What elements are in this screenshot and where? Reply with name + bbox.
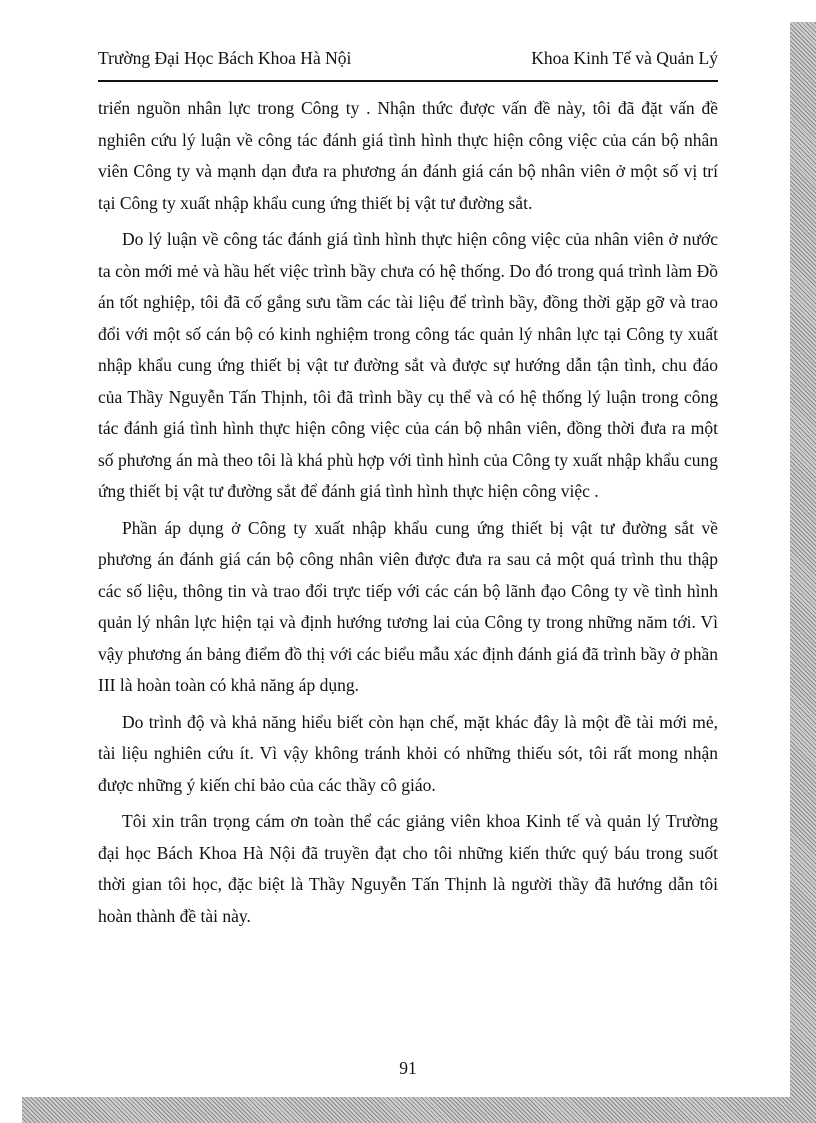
- header-divider: [98, 80, 718, 82]
- page-header: [98, 48, 718, 72]
- paragraph-2: Do lý luận về công tác đánh giá tình hình thực hiện công việc của nhân viên ở nước ta còn mới mẻ và hầu hết việc trình bầy chưa có hệ thống. Do đó trong quá trình làm Đồ án tốt nghiệp, tôi đã cố gắng sưu tầm các tài liệu để trình bầy, đồng thời gặp gỡ và trao đổi với một số cán bộ có kinh nghiệm trong công tác quản lý nhân lực tại Công ty xuất nhập khẩu cung ứng thiết bị vật tư đường sắt và được sự hướng dẫn tận tình, chu đáo của Thầy Nguyễn Tấn Thịnh, tôi đã trình bầy cụ thể và có hệ thống lý luận trong công tác đánh giá tình hình thực hiện công việc của cán bộ nhân viên, đồng thời đưa ra một số phương án mà theo tôi là khá phù hợp với tình hình của Công ty xuất nhập khẩu cung ứng thiết bị vật tư đường sắt để đánh giá tình hình thực hiện công việc .: [98, 229, 718, 501]
- header-faculty: Khoa Kinh Tế và Quản Lý: [531, 48, 718, 68]
- paragraph-1: triển nguồn nhân lực trong Công ty . Nhận thức được vấn đề này, tôi đã đặt vấn đề nghiên cứu lý luận về công tác đánh giá tình hình thực hiện công việc của cán bộ nhân viên Công ty và mạnh dạn đưa ra phương án đánh giá cán bộ nhân viên ở một số vị trí tại Công ty xuất nhập khẩu cung ứng thiết bị vật tư đường sắt.: [98, 98, 718, 213]
- page-shadow-right: [790, 22, 816, 1123]
- page-number: 91: [399, 1058, 417, 1078]
- paragraph-4: Do trình độ và khả năng hiểu biết còn hạn chế, mặt khác đây là một đề tài mới mẻ, tài liệu nghiên cứu ít. Vì vậy không tránh khỏi có những thiếu sót, tôi rất mong nhận được những ý kiến chỉ bảo của các thầy cô giáo.: [98, 711, 718, 795]
- paragraph-5: Tôi xin trân trọng cám ơn toàn thể các giảng viên khoa Kinh tế và quản lý Trường đại học Bách Khoa Hà Nội đã truyền đạt cho tôi những kiến thức quý báu trong suốt thời gian tôi học, đặc biệt là Thầy Nguyễn Tấn Thịnh là người thầy đã hướng dẫn tôi hoàn thành đề tài này.: [98, 811, 718, 926]
- page-shadow-bottom: [22, 1097, 816, 1123]
- header-university: Trường Đại Học Bách Khoa Hà Nội: [98, 48, 352, 68]
- paragraph-3: Phần áp dụng ở Công ty xuất nhập khẩu cung ứng thiết bị vật tư đường sắt về phương án đánh giá cán bộ công nhân viên được đưa ra sau cả một quá trình thu thập các số liệu, thông tin và trao đổi trực tiếp với các cán bộ lãnh đạo Công ty về tình hình quản lý nhân lực hiện tại và định hướng tương lai của Công ty trong những năm tới. Vì vậy phương án bảng điểm đồ thị với các biểu mẫu xác định đánh giá đã trình bầy ở phần III là hoàn toàn có khả năng áp dụng.: [98, 517, 718, 695]
- document-body: [98, 93, 718, 937]
